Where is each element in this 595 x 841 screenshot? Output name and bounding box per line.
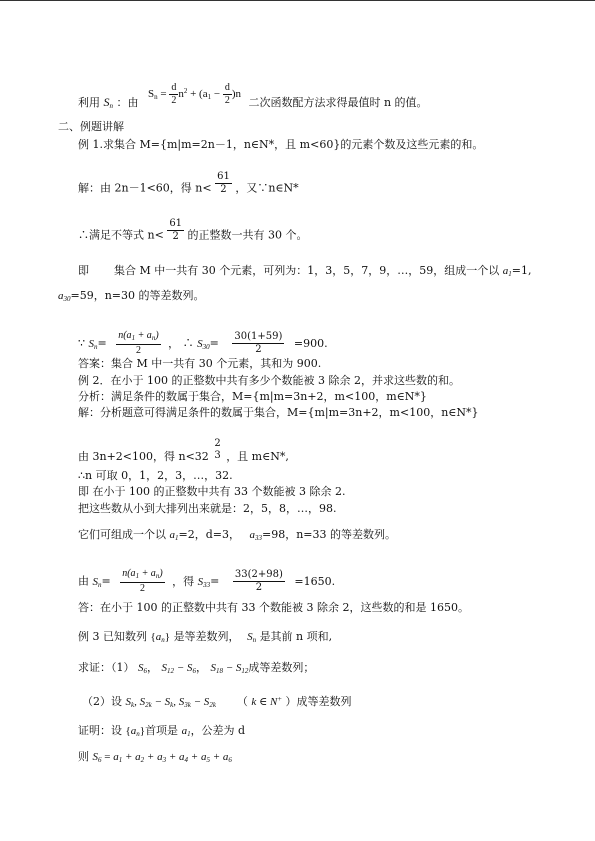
fraction-61-over-2: $\frac{61}{2}$ xyxy=(217,171,230,195)
sum-sn: $S_n$ xyxy=(88,337,98,351)
term-a33: $a_{33}$ xyxy=(249,529,262,542)
proof-s6-expansion: 则 $S_6 = a_1 + a_2 + a_3 + a_4 + a_5 + a_6$ xyxy=(78,750,232,764)
example-2-analysis-1: 分析：满足条件的数属于集合，M={m|m=3n+2，m<100，m∈N*} xyxy=(78,390,427,403)
fraction-sum-formula: $\frac{n(a_1 + a_n)}{2}$ xyxy=(118,330,159,356)
example-2-n-values: ∴n 可取 0，1，2，3，…，32. xyxy=(78,469,233,482)
example-3-part-1: 求证：（1） $S_6$， $S_{12} - S_6$， $S_{18} - S_{12}$成等差数列； xyxy=(78,661,315,675)
term-s6: $S_6$ xyxy=(138,662,147,675)
sequence-an-proof: $\{a_n\}$ xyxy=(125,725,146,738)
term-a1-ex2: $a_1$ xyxy=(169,529,179,542)
example-1-sequence: $a_{30}=59$，n=30 的等差数列。 xyxy=(58,289,205,303)
example-2-sum: 由 $S_n=$ $\frac{n(a_1 + a_n)}{2}$ ，得 $S_{33}=$ $\frac{33(2+98)}{2}$ =1650. xyxy=(78,568,336,594)
fraction-2-over-3: 2 3 xyxy=(214,438,221,461)
example-1-sum: ∵ $S_n=$ $\frac{n(a_1 + a_n)}{2}$ ， ∴ $S_{30}=$ $\frac{30(1+59)}{2}$ =900. xyxy=(78,330,328,356)
example-3-part-2: （2）设 $S_k$, $S_{2k} - S_k$, $S_{3k} - S_{2k}$ （ k ∈ N+ ）成等差数列 xyxy=(82,695,352,709)
example-2-solution: 由 3n+2<100，得 n<32 2 3 ，且 m∈N*, xyxy=(78,438,289,463)
example-2-title: 例 2．在小于 100 的正整数中共有多少个数能被 3 除余 2，并求这些数的和。 xyxy=(78,374,460,387)
example-1-count: ∴满足不等式 n< $\frac{61}{2}$ 的正整数一共有 30 个。 xyxy=(78,218,308,242)
formula-sn-label: $S_n$ xyxy=(103,95,113,111)
section-heading: 二、例题讲解 xyxy=(58,120,124,133)
terms-sk-group: $S_k$, $S_{2k} - S_k$, $S_{3k} - S_{2k}$ xyxy=(125,696,216,709)
fraction-30-sum: $\frac{30(1+59)}{2}$ xyxy=(234,331,283,355)
fraction-33-sum: $\frac{33(2+98)}{2}$ xyxy=(234,569,283,593)
sum-sn-ex2: $S_n$ xyxy=(92,575,102,589)
example-2-answer: 答：在小于 100 的正整数中共有 33 个数能被 3 除余 2，这些数的和是 1650。 xyxy=(78,601,469,614)
example-2-analysis-2: 解：分析题意可得满足条件的数属于集合，M={m|m=3n+2，m<100，n∈N*} xyxy=(78,406,479,419)
example-2-count: 即 在小于 100 的正整数中共有 33 个数能被 3 除余 2. xyxy=(78,485,346,498)
fraction-sum-formula-ex2: $\frac{n(a_1 + a_n)}{2}$ xyxy=(122,568,163,594)
formula-sn-quadratic: $S_n$ = $\frac{d}{2}$ $n^2 + (a_1$ − $\frac{d}{2}$ )n xyxy=(148,82,241,106)
partial-sum-sn: $S_n$ xyxy=(247,631,257,644)
top-rule xyxy=(0,0,595,1)
example-1-answer: 答案：集合 M 中一共有 30 个元素，其和为 900. xyxy=(78,357,322,370)
proof-line: 证明：设 $\{a_n\}$首项是 $a_1$，公差为 d xyxy=(78,724,246,738)
term-s18-minus-s12: $S_{18} - S_{12}$ xyxy=(210,662,249,675)
intro-line: 利用 $S_n$ ：由 $S_n$ = $\frac{d}{2}$ $n^2 + (a_1$ − $\frac{d}{2}$ )n 二次函数配方法求得最值时 n 的值。 xyxy=(78,82,428,111)
first-term-a1: $a_1$ xyxy=(181,725,191,738)
example-2-sequence: 它们可组成一个以 $a_1=2$，d=3， $a_{33}=98$，n=33 的等差数列。 xyxy=(78,528,396,542)
sum-s33: $S_{33}$ xyxy=(197,575,211,589)
example-3-title: 例 3 已知数列 $\{a_n\}$ 是等差数列， $S_n$ 是其前 n 项和, xyxy=(78,630,333,644)
fraction-61-over-2-b: $\frac{61}{2}$ xyxy=(169,218,183,242)
sum-s30: $S_{30}$ xyxy=(197,337,210,351)
k-in-n-plus: k ∈ N+ xyxy=(251,695,283,708)
term-a30: $a_{30}$ xyxy=(58,290,71,303)
term-a1: $a_1$ xyxy=(502,265,512,278)
example-1-title: 例 1.求集合 M={m|m=2n－1，n∈N*，且 m<60}的元素个数及这些元素的和。 xyxy=(78,138,484,151)
example-2-list: 把这些数从小到大排列出来就是：2，5，8，…，98. xyxy=(78,502,337,515)
term-s12-minus-s6: $S_{12} - S_6$ xyxy=(161,662,196,675)
sequence-an: $\{a_n\}$ xyxy=(150,631,171,644)
example-1-set-list: 即 集合 M 中一共有 30 个元素，可列为：1，3，5，7，9，…，59，组成一个以 $a_1=1$, xyxy=(78,264,532,278)
example-1-solution: 解：由 2n－1<60，得 n< $\frac{61}{2}$ ，又∵n∈N* xyxy=(78,171,299,195)
